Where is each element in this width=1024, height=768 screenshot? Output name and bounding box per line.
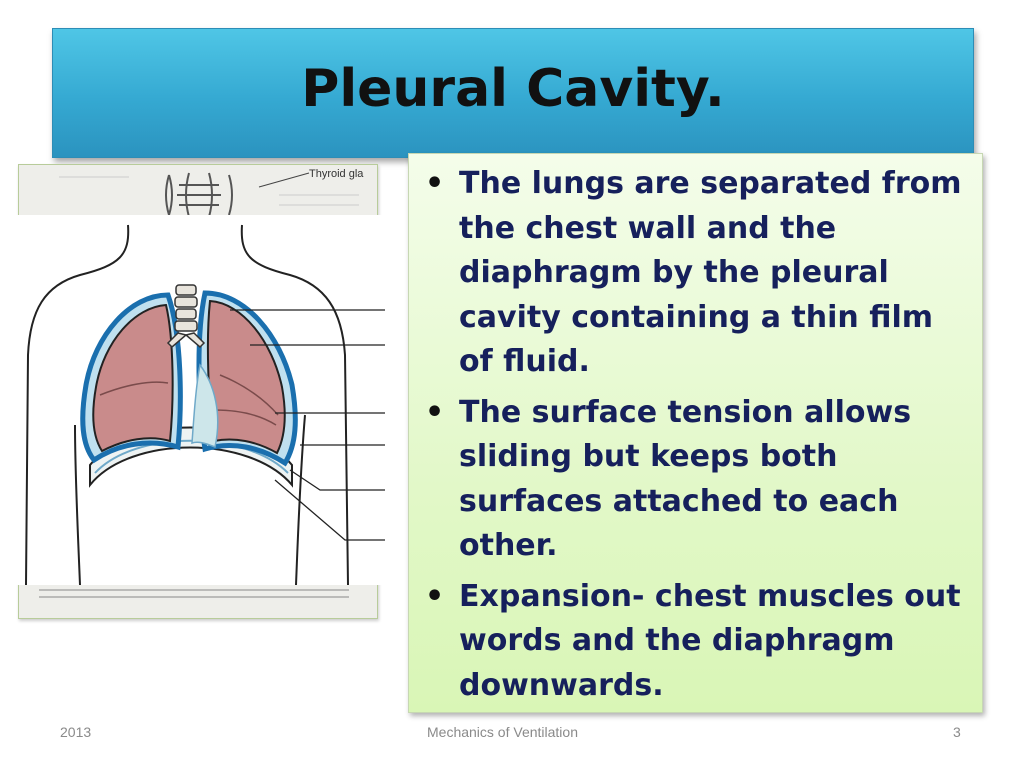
title-banner: [52, 28, 974, 158]
bullet-text: The lungs are separated from the chest wall and the diaphragm by the pleural cavity containing a thin film of fluid.: [459, 166, 962, 379]
bullet-dot-icon: •: [425, 166, 445, 201]
bullet-list: [421, 162, 972, 708]
bullet-text-box: [408, 153, 983, 713]
lungs-pleura-diagram: [0, 215, 385, 585]
bullet-dot-icon: •: [425, 578, 445, 614]
bullet-dot-icon: •: [425, 394, 445, 430]
footer-date: 2013: [60, 724, 92, 740]
footer-title: Mechanics of Ventilation: [427, 724, 578, 740]
bullet-item: [421, 575, 972, 709]
bullet-text: Expansion- chest muscles out words and the diaphragm downwards.: [459, 578, 961, 703]
bullet-text: The surface tension allows sliding but keeps both surfaces attached to each other.: [459, 394, 912, 563]
slide-title: Pleural Cavity.: [301, 59, 725, 119]
thyroid-label: Thyroid gla: [309, 168, 364, 180]
bullet-item: [421, 162, 972, 385]
bullet-item: [421, 391, 972, 569]
slide-number: 3: [953, 724, 961, 740]
